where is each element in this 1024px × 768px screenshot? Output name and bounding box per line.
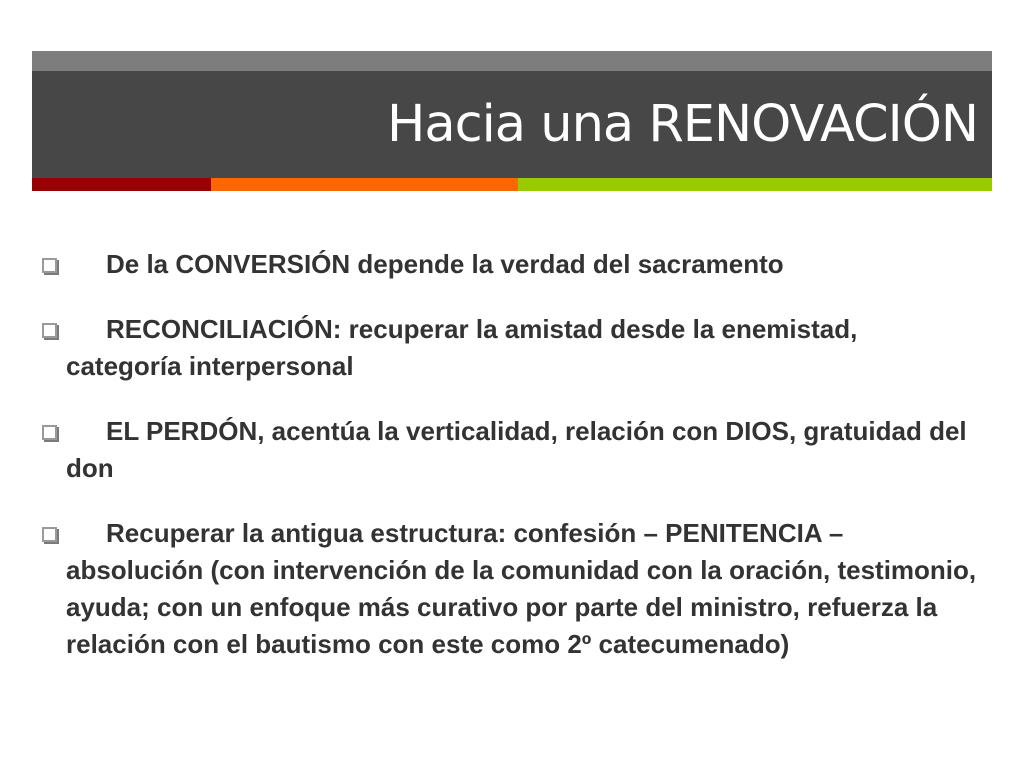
accent-segment-red [32,178,211,191]
checkbox-square-icon [42,425,57,440]
bullet-item [40,515,980,663]
checkbox-square-icon [42,323,57,338]
bullet-list [40,246,980,691]
checkbox-square-icon [42,527,57,542]
title-band [32,71,992,178]
bullet-text: De la CONVERSIÓN depende la verdad del sacramento [106,249,784,279]
checkbox-square-icon [42,258,57,273]
title-band-top-stripe [32,51,992,71]
bullet-item [40,246,980,283]
accent-segment-orange [211,178,518,191]
accent-bar [32,178,992,191]
bullet-text: EL PERDÓN, acentúa la verticalidad, relación con DIOS, gratuidad del don [66,416,967,483]
bullet-item [40,311,980,385]
bullet-text: Recuperar la antigua estructura: confesión – PENITENCIA – absolución (con intervención de la comunidad con la oración, testimonio, ayuda; con un enfoque más curativo por parte del ministro, refuerza la relación con el bautismo con este como 2º catecumenado) [66,518,977,659]
bullet-item [40,413,980,487]
accent-segment-green [518,178,992,191]
bullet-text: RECONCILIACIÓN: recuperar la amistad desde la enemistad, categoría interpersonal [66,314,858,381]
slide-title: Hacia una RENOVACIÓN [386,95,978,154]
